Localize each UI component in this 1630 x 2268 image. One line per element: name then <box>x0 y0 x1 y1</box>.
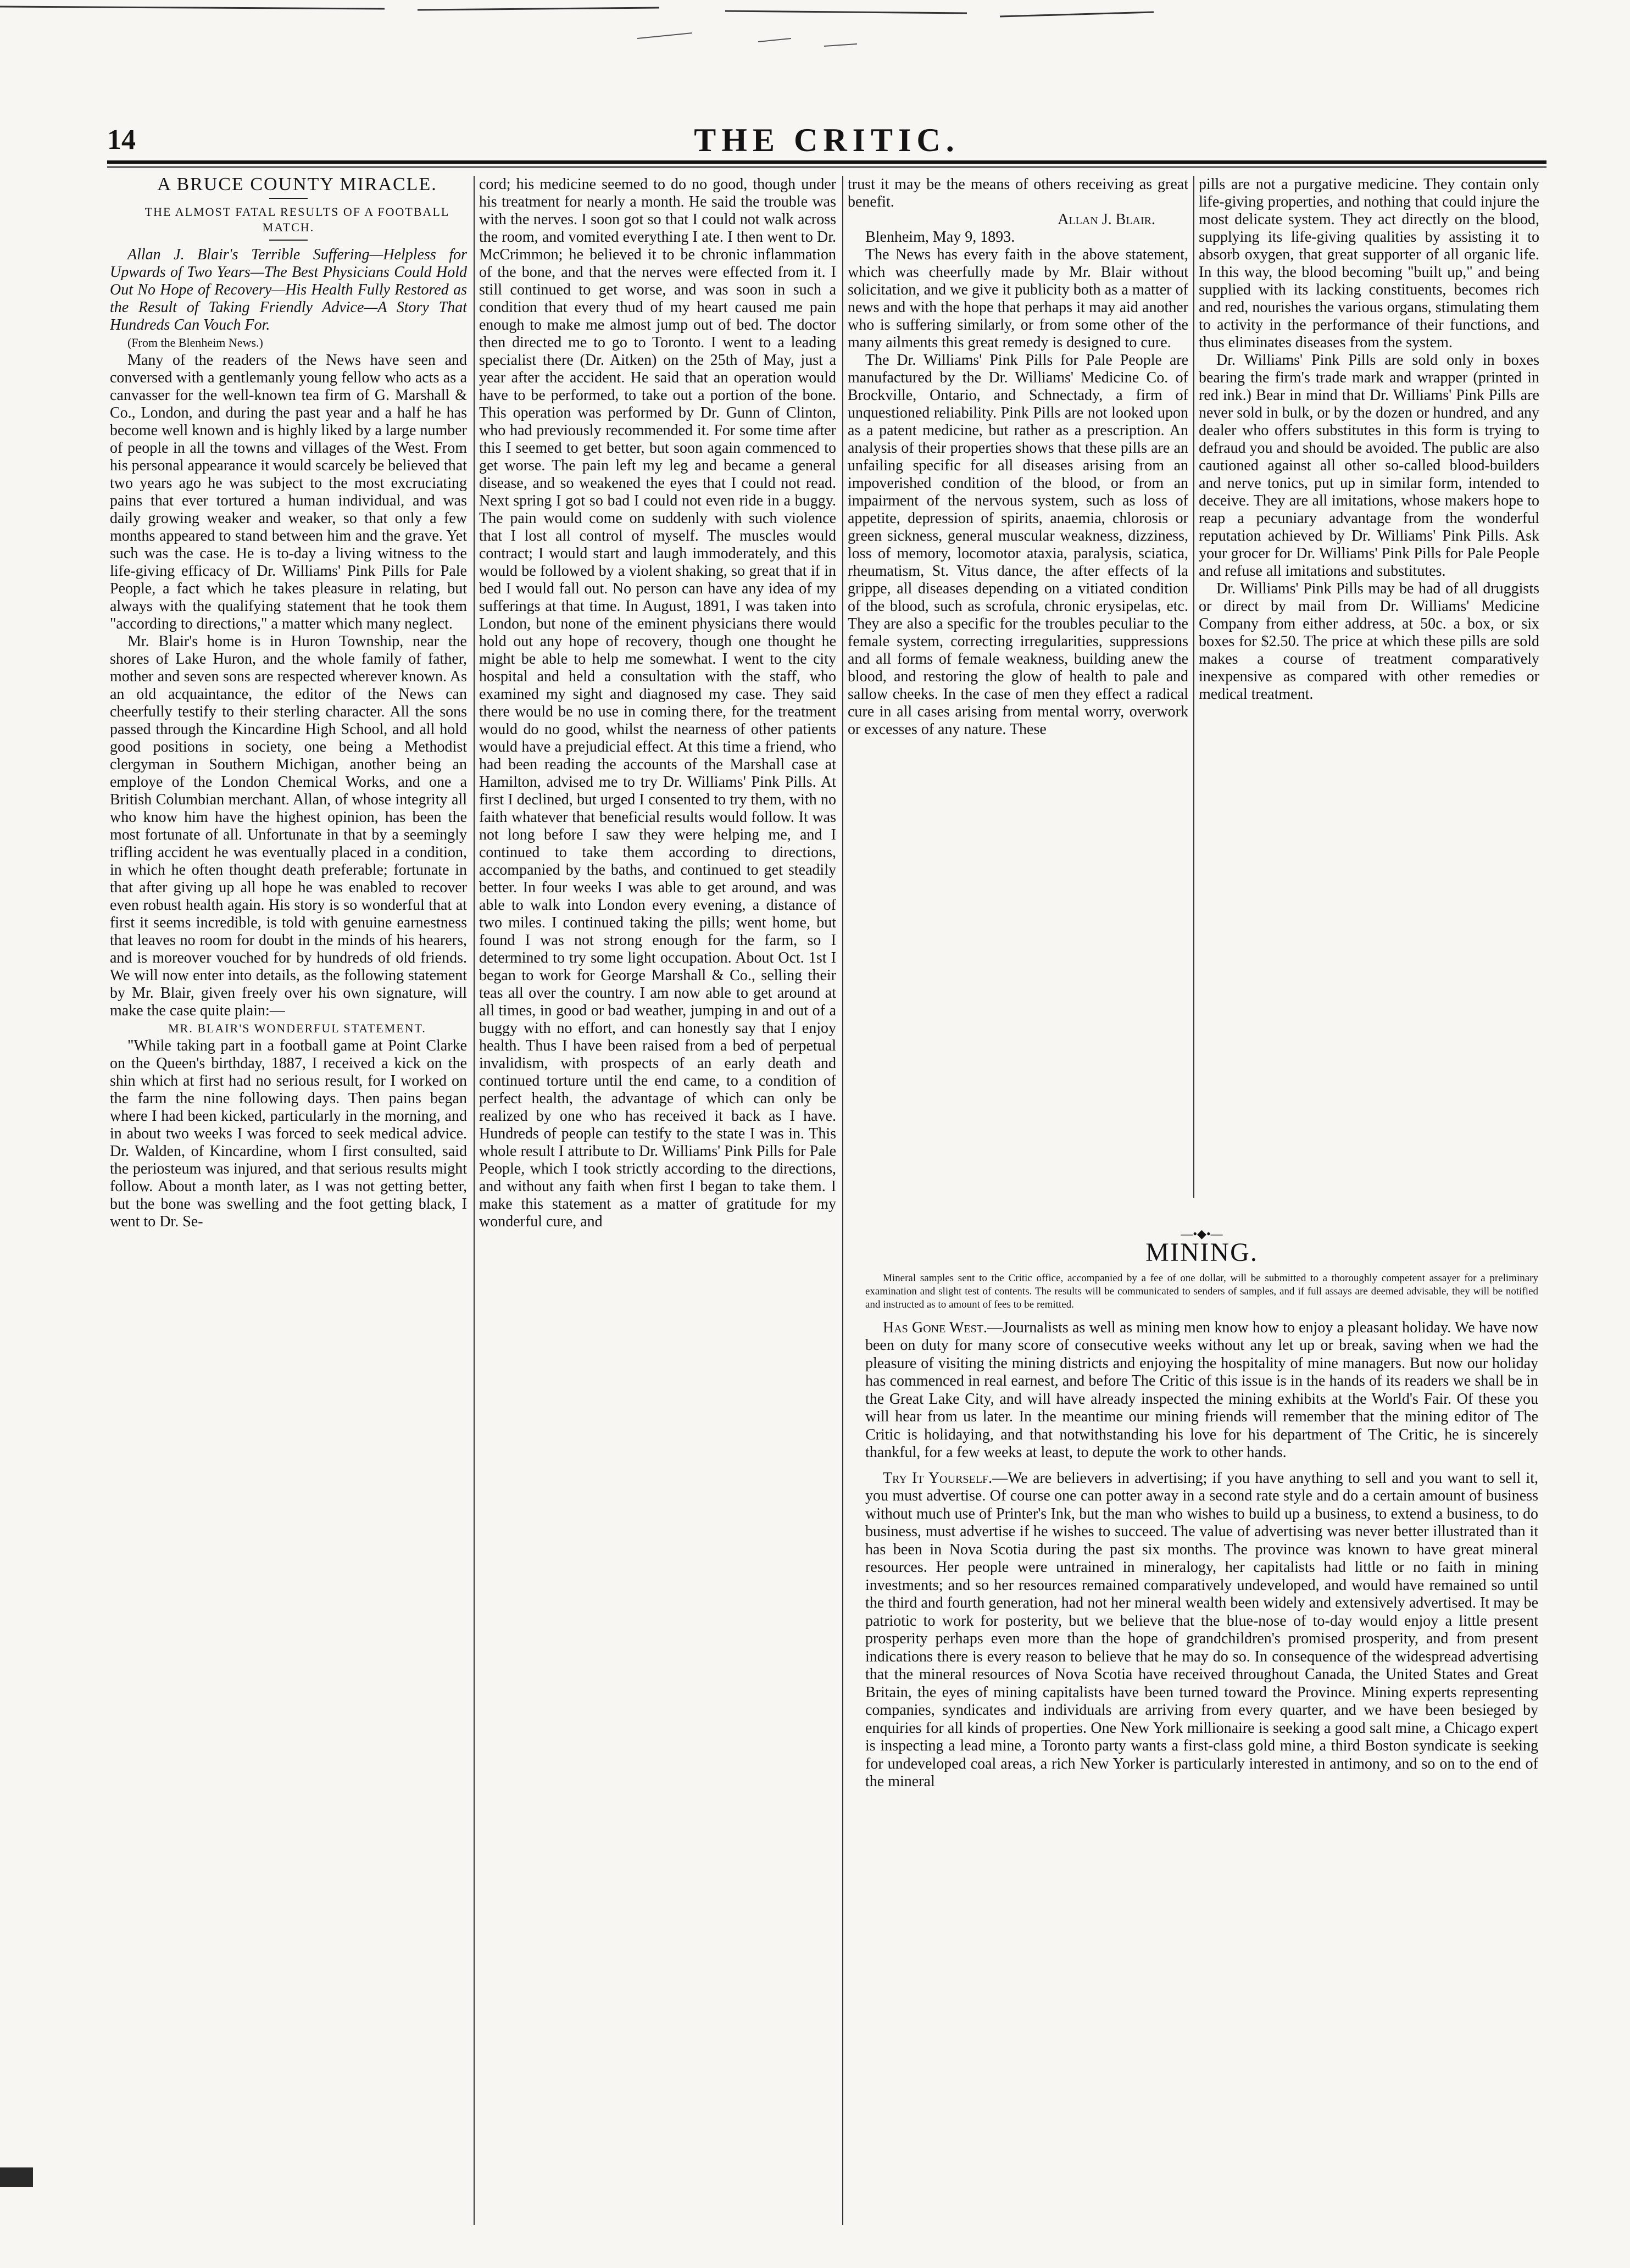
scan-margin-mark <box>0 2167 33 2187</box>
column-divider <box>842 176 843 2225</box>
article-paragraph: Many of the readers of the News have seen and conversed with a gentlemanly young fellow who acts as a canvasser for the well-known tea firm of G. Marshall & Co., London, and during the past year and a half he has become well known and is highly liked by a large number of people in all the towns and villages of the West. From his personal appearance it would scarcely be believed that two years ago he was subject to the most excruciating pains that ever tortured a human individual, and was daily growing weaker and weaker, so that only a few months appeared to stand between him and the grave. Yet such was the case. He is to-day a living witness to the life-giving efficacy of Dr. Williams' Pink Pills for Pale People, a fact which he takes pleasure in relating, but always with the qualifying statement that he took them "according to directions," a matter which many neglect. <box>110 352 467 632</box>
mining-item-lead: Try It Yourself. <box>883 1469 993 1487</box>
mining-title: MINING. <box>1145 1238 1258 1267</box>
article-paragraph: The News has every faith in the above statement, which was cheerfully made by Mr. Blair without solicitation, and we give it publicity both as a matter of news and with the hope that perhaps it may aid another who is suffering similarly, or from some other of the many ailments this great remedy is designed to cure. <box>848 246 1188 351</box>
statement-text: "While taking part in a football game at Point Clarke on the Queen's birthday, 1887, I received a kick on the shin which at first had no serious result, for I worked on the farm the nine following days. Then pains began where I had been kicked, particularly in the morning, and in about two weeks I was forced to seek medical advice. Dr. Walden, of Kincardine, whom I first consulted, said the periosteum was injured, and that serious results might follow. About a month later, as I was not getting better, but the bone was swelling and the foot getting black, I went to Dr. Se- <box>110 1037 467 1230</box>
column-3 <box>848 176 1188 1209</box>
mining-note: Mineral samples sent to the Critic office, accompanied by a fee of one dollar, will be submitted to a thoroughly competent assayer for a preliminary examination and slight test of contents. The results will be communicated to senders of samples, and if full assays are deemed advisable, they will be notified and instructed as to amount of fees to be remitted. <box>865 1272 1538 1310</box>
mining-item <box>865 1319 1538 1462</box>
article-credit: (From the Blenheim News.) <box>127 336 263 349</box>
title-rule <box>269 198 308 199</box>
masthead: THE CRITIC. <box>694 122 960 158</box>
article-deck: THE ALMOST FATAL RESULTS OF A FOOTBALL MATCH. <box>144 205 450 234</box>
article-paragraph: Dr. Williams' Pink Pills may be had of all druggists or direct by mail from Dr. Williams' Medicine Company from either address, at 50c. a box, or six boxes for $2.50. The price at which these pills are sold makes a course of treatment comparatively inexpensive as compared with other remedies or medical treatment. <box>1199 580 1539 703</box>
mining-item-text: —We are believers in advertising; if you have anything to sell and you want to sell it, you must advertise. Of course one can potter away in a second rate style and do a certain amount of business without much use of Printer's Ink, but the man who wishes to build up a business, to extend a business, to do business, must advertise if he wishes to succeed. The value of advertising was never better illustrated than it has been in Nova Scotia during the past six months. The province was known to have great mineral resources. Her people were untrained in mineralogy, her capitalists had little or no faith in mining investments; and so her resources remained comparatively undeveloped, and would have remained so until the third and fourth generation, had not her mineral wealth been widely and extensively advertised. It may be patriotic to work for posterity, but we believe that the blue-nose of to-day would enjoy a little present prosperity perhaps even more than the hope of grandchildren's promised prosperity, and from present indications there is every reason to believe that he may do so. In consequence of the widespread advertising that the mineral resources of Nova Scotia have received throughout Canada, the United States and Great Britain, the eyes of mining capitalists have been turned toward the Province. Mining experts representing companies, syndicates and individuals are arriving from every quarter, and we have been besieged by enquiries for all kinds of properties. One New York millionaire is seeking a good salt mine, a Chicago expert is inspecting a lead mine, a Toronto party wants a first-class gold mine, a third Boston syndicate is seeking for undeveloped coal areas, a rich New Yorker is particularly interested in antimony, and so on to the end of the mineral <box>865 1469 1538 1790</box>
column-1 <box>110 176 467 2236</box>
article-paragraph: Mr. Blair's home is in Huron Township, near the shores of Lake Huron, and the whole family of father, mother and seven sons are respected wherever known. As an old acquaintance, the editor of the News can cheerfully testify to their sterling character. All the sons passed through the Kincardine High School, and all hold good positions in society, one being a Methodist clergyman in Southern Michigan, another being an employe of the London Chemical Works, and one a British Columbian merchant. Allan, of whose integrity all who know him have the highest opinion, has been the most fortunate of all. Unfortunate in that by a seemingly trifling accident he was eventually placed in a condition, in which he often thought death preferable; fortunate in that after giving up all hope he was enabled to recover even robust health again. His story is so wonderful that at first it seems incredible, is told with genuine earnestness that leaves no room for doubt in the minds of his hearers, and is moreover vouched for by hundreds of old friends. We will now enter into details, as the following statement by Mr. Blair, given freely over his own signature, will make the case quite plain:— <box>110 633 467 1019</box>
mining-item <box>865 1470 1538 1791</box>
mining-item-text: —Journalists as well as mining men know how to enjoy a pleasant holiday. We have now been on duty for many score of consecutive weeks without any let up or break, saving when we had the pleasure of visiting the mining districts and enjoying the hospitality of mine managers. But now our holiday has commenced in real earnest, and before The Critic of this issue is in the hands of its readers we shall be in the Great Lake City, and will have already inspected the mining exhibits at the World's Fair. Of these you will hear from us later. In the meantime our mining friends will remember that the mining editor of The Critic is holidaying, and that notwithstanding his love for his department of The Critic, he is sincerely thankful, for a few weeks at least, to depute the work to other hands. <box>865 1319 1538 1461</box>
statement-text: trust it may be the means of others receiving as great benefit. <box>848 176 1188 210</box>
section-ornament: —•◆•— <box>1181 1227 1223 1241</box>
column-4 <box>1199 176 1539 1209</box>
column-divider <box>1193 176 1194 1198</box>
statement-signature: Allan J. Blair. <box>1058 211 1155 228</box>
article-title: A BRUCE COUNTY MIRACLE. <box>157 176 437 194</box>
mining-section <box>865 1225 1538 2236</box>
statement-text: cord; his medicine seemed to do no good, though under his treatment for nearly a month. He said the trouble was with the nerves. I soon got so that I could not walk across the room, and vomited everything I ate. I then went to Dr. McCrimmon; he believed it to be chronic inflammation of the bone, and that the nerves were effected from it. I still continued to get worse, and was soon in such a condition that every thud of my heart caused me pain enough to make me almost jump out of bed. The doctor then directed me to go to Toronto. I went to a leading specialist there (Dr. Aitken) on the 25th of May, just a year after the accident. He said that an operation would have to be performed, to take out a portion of the bone. This operation was performed by Dr. Gunn of Clinton, who had previously recommended it. For some time after this I seemed to get better, but soon again commenced to get worse. The pain left my leg and became a general disease, and so weakened the eyes that I could not read. Next spring I got so bad I could not even ride in a buggy. The pain would come on suddenly with such violence that I lost all control of myself. The muscles would contract; I would start and laugh immoderately, and this would be followed by a violent shaking, so great that if in bed I would fall out. No person can have any idea of my sufferings at that time. In August, 1891, I was taken into London, but none of the eminent physicians there would hold out any hope of recovery, though one thought he might be able to help me somewhat. I went to the city hospital and held a consultation with the staff, who examined my sight and diagnosed my case. They said there would be no use in coming there, for the treatment would do no good, whilst the nearness of other patients would have a prejudicial effect. At this time a friend, who had been reading the accounts of the Marshall case at Hamilton, advised me to try Dr. Williams' Pink Pills. At first I declined, but urged I consented to try them, with no faith whatever that beneficial results would follow. It was not long before I saw they were helping me, and I continued to take them according to directions, accompanied by the baths, and continued to get steadily better. In four weeks I was able to get around, and was able to walk into London every evening, a distance of two miles. I continued taking the pills; went home, but found I was not strong enough for the farm, so I determined to try some light occupation. About Oct. 1st I began to work for George Marshall & Co., selling their teas all over the country. I am now able to get around at all times, in good or bad weather, jumping in and out of a buggy with no effort, and can honestly say that I enjoy health. Thus I have been raised from a bed of perpetual invalidism, with prospects of an early death and continued torture until the end came, to a condition of perfect health, the advantage of which can only be realized by one who has received it back as I have. Hundreds of people can testify to the state I was in. This whole result I attribute to Dr. Williams' Pink Pills for Pale People, which I took strictly according to the directions, and without any faith when first I began to take them. I make this statement as a matter of gratitude for my wonderful cure, and <box>479 176 836 1230</box>
article-paragraph: Dr. Williams' Pink Pills are sold only in boxes bearing the firm's trade mark and wrapper (printed in red ink.) Bear in mind that Dr. Williams' Pink Pills are never sold in bulk, or by the dozen or hundred, and any dealer who offers substitutes in this form is trying to defraud you and should be avoided. The public are also cautioned against all other so-called blood-builders and nerve tonics, put up in similar form, intended to deceive. They are all imitations, whose makers hope to reap a pecuniary advantage from the wonderful reputation achieved by Dr. Williams' Pink Pills. Ask your grocer for Dr. Williams' Pink Pills for Pale People and refuse all imitations and substitutes. <box>1199 352 1539 580</box>
deck-rule <box>269 240 308 241</box>
statement-heading: MR. BLAIR'S WONDERFUL STATEMENT. <box>168 1021 426 1035</box>
header-rule-thick <box>107 160 1546 164</box>
article-paragraph: The Dr. Williams' Pink Pills for Pale People are manufactured by the Dr. Williams' Medicine Co. of Brockville, Ontario, and Schnectady, a firm of unquestioned reliability. Pink Pills are not looked upon as a patent medicine, but rather as a prescription. An analysis of their properties shows that these pills are an unfailing specific for all diseases arising from an impoverished condition of the blood, or from an impairment of the nervous system, such as loss of appetite, depression of spirits, anaemia, chlorosis or green sickness, general muscular weakness, dizziness, loss of memory, locomotor ataxia, paralysis, sciatica, rheumatism, St. Vitus dance, the after effects of la grippe, all diseases depending on a vitiated condition of the blood, such as scrofula, chronic erysipelas, etc. They are also a specific for the troubles peculiar to the female system, correcting irregularities, suppressions and all forms of female weakness, building anew the blood, and restoring the glow of health to pale and sallow cheeks. In the case of men they effect a radical cure in all cases arising from mental worry, overwork or excesses of any nature. These <box>848 352 1188 738</box>
scan-edge-marks <box>0 0 1630 77</box>
statement-dateline: Blenheim, May 9, 1893. <box>865 229 1015 246</box>
column-2 <box>479 176 836 2236</box>
article-paragraph: pills are not a purgative medicine. They contain only life-giving properties, and nothing that could injure the most delicate system. They act directly on the blood, supplying its life-giving qualities by assisting it to absorb oxygen, that great supporter of all organic life. In this way, the blood becoming "built up," and being supplied with its lacking constituents, becomes rich and red, nourishes the various organs, stimulating them to activity in the performance of their functions, and thus eliminates diseases from the system. <box>1199 176 1539 351</box>
column-divider <box>474 176 475 2225</box>
page-header <box>107 124 1546 157</box>
header-rule-thin <box>107 166 1546 168</box>
article-subtitle: Allan J. Blair's Terrible Suffering—Helpless for Upwards of Two Years—The Best Physicians Could Hold Out No Hope of Recovery—His Health Fully Restored as the Result of Taking Friendly Advice—A Story That Hundreds Can Vouch For. <box>110 246 467 333</box>
page-number: 14 <box>107 124 136 155</box>
mining-item-lead: Has Gone West. <box>883 1319 987 1336</box>
